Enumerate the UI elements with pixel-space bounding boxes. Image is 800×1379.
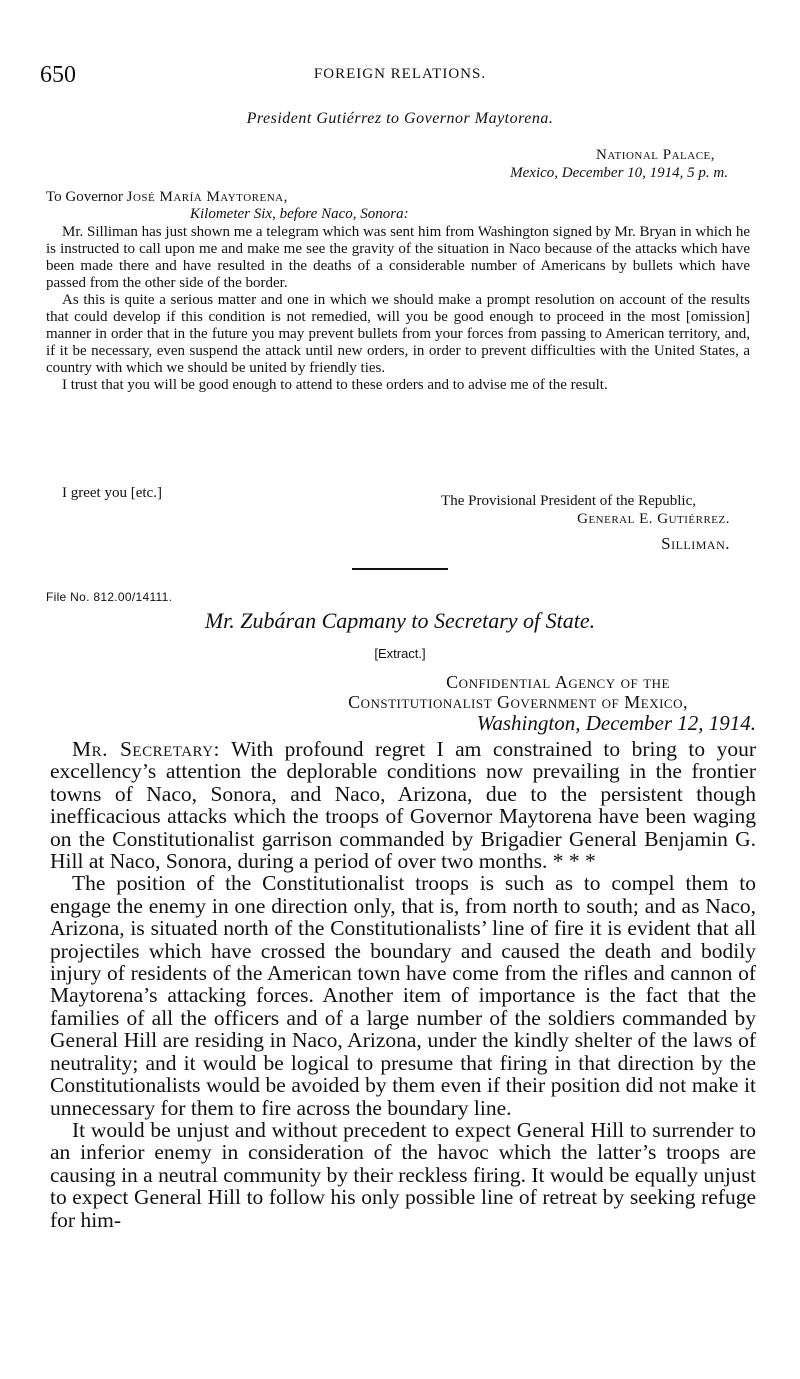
letter-body (46, 224, 750, 394)
transmitter-name: Silliman. (661, 534, 730, 553)
section-divider (352, 568, 448, 570)
dispatch-paragraph: The position of the Constitutionalist troops is such as to compel them to engage the enemy in one direction only, that is, from north to south; and as Naco, Arizona, is situated north of the Constitutionalists’ line of fire it is evident that all projectiles which have crossed the boundary and caused the death and bodily injury of residents of the American town have come from the rifles and cannon of Maytorena’s attacking forces. Another item of importance is the fact that the families of all the officers and of a large number of the soldiers commanded by General Hill are residing in Naco, Arizona, under the kindly shelter of the laws of neutrality; and it would be logical to presume that firing in that direction by the Constitutionalists would be avoided by them even if their position did not make it unnecessary for them to fire across the boundary line. (50, 871, 756, 1120)
letter-place: National Palace, (596, 147, 715, 163)
file-number: File No. 812.00/14111. (46, 590, 173, 604)
addressee-name: José María Maytorena, (126, 189, 288, 205)
signature-name: General E. Gutiérrez. (577, 511, 730, 527)
page-number: 650 (40, 62, 76, 88)
page-header (40, 62, 760, 92)
letter-title: President Gutiérrez to Governor Maytorena. (246, 110, 554, 127)
extract-label: [Extract.] (374, 646, 426, 661)
addressee-prefix: To Governor (46, 189, 127, 205)
signature-title: The Provisional President of the Republic, (441, 493, 696, 509)
running-head: FOREIGN RELATIONS. (313, 66, 487, 82)
letter-paragraph: Mr. Silliman has just shown me a telegram which was sent him from Washington signed by Mr. Bryan in which he is instructed to call upon me and make me see the gravity of the situation in Naco because of the attacks which have been made there and have resulted in the deaths of a considerable number of Americans by bullets which have passed from the other side of the border. (46, 224, 750, 291)
agency-line-1: Confidential Agency of the (446, 672, 670, 692)
agency-line-2: Constitutionalist Government of Mexico, (348, 692, 688, 712)
dispatch-body (50, 738, 756, 1231)
letter-addressee (46, 188, 288, 206)
dispatch-paragraph: It would be unjust and without precedent to expect General Hill to surrender to an inferior enemy in consideration of the havoc which the latter’s troops are causing in a neutral community by their reckless firing. It would be equally unjust to expect General Hill to follow his only possible line of retreat by seeking refuge for him- (50, 1117, 756, 1232)
letter-date: Mexico, December 10, 1914, 5 p. m. (510, 165, 728, 181)
dispatch-title: Mr. Zubáran Capmany to Secretary of State. (204, 608, 596, 633)
dispatch-paragraph-text: With profound regret I am constrained to bring to your excellency’s attention the deplorable conditions now prevailing in the frontier towns of Naco, Sonora, and Naco, Arizona, due to the persistent though inefficacious attacks which the troops of Governor Maytorena have been waging on the Constitutionalist garrison commanded by Brigadier General Benjamin G. Hill at Naco, Sonora, during a period of over two months. * * * (50, 737, 756, 874)
salutation: Mr. Secretary: (72, 737, 221, 761)
addressee-location: Kilometer Six, before Naco, Sonora: (190, 206, 409, 222)
dispatch-paragraph (50, 738, 756, 872)
dispatch-date: Washington, December 12, 1914. (476, 711, 756, 735)
letter-paragraph: I trust that you will be good enough to attend to these orders and to advise me of the result. (62, 377, 608, 393)
letter-closing: I greet you [etc.] (62, 485, 162, 501)
letter-paragraph: As this is quite a serious matter and one in which we should make a prompt resolution on account of the results that could develop if this condition is not remedied, will you be good enough to proceed in the most [omission] manner in order that in the future you may prevent bullets from your forces from passing to American territory, and, if it be necessary, even suspend the attack until new orders, in order to prevent difficulties with the United States, a country with which we should be united by friendly ties. (46, 292, 750, 376)
